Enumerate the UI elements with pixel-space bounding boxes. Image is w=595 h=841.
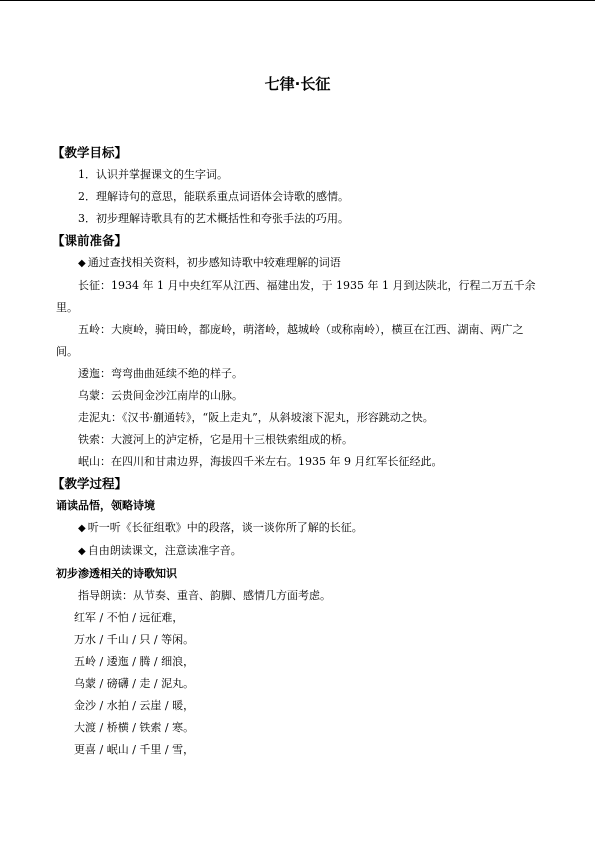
vocab-entry: 铁索：大渡河上的泸定桥，它是用十三根铁索组成的桥。 (78, 433, 353, 446)
goal-item: 2．理解诗句的意思，能联系重点词语体会诗歌的感情。 (78, 190, 349, 203)
process-bullet-text: 听一听《长征组歌》中的段落，谈一谈你所了解的长征。 (87, 521, 363, 534)
diamond-bullet-icon: ◆ (78, 258, 86, 269)
preparation-intro (56, 252, 544, 275)
goal-item: 3．初步理解诗歌具有的艺术概括性和夸张手法的巧用。 (78, 212, 349, 225)
process-bullet (56, 517, 544, 540)
preparation-intro-text: 通过查找相关资料，初步感知诗歌中较难理解的词语 (87, 256, 341, 269)
subheading-poetry-knowledge: 初步渗透相关的诗歌知识 (56, 567, 177, 580)
vocab-entry: 五岭：大庾岭，骑田岭，都庞岭，萌渚岭，越城岭（或称南岭），横亘在江西、湖南、两广之间。 (56, 323, 524, 358)
vocab-entry: 乌蒙：云贵间金沙江南岸的山脉。 (78, 389, 243, 402)
diamond-bullet-icon: ◆ (78, 523, 86, 534)
vocab-entry: 长征：1934 年 1 月中央红军从江西、福建出发，于 1935 年 1 月到达陕北，行程二万五千余里。 (56, 279, 536, 314)
page-title: 七律·长征 (264, 75, 331, 93)
poem-line: 红军 / 不怕 / 远征难， (74, 611, 184, 624)
subheading-recitation: 诵读品悟，领略诗境 (56, 499, 155, 512)
vocab-entry: 岷山：在四川和甘肃边界，海拔四千米左右。1935 年 9 月红军长征经此。 (78, 455, 443, 468)
poem-line: 乌蒙 / 磅礴 / 走 / 泥丸。 (74, 677, 195, 690)
section-heading-goals: 【教学目标】 (52, 145, 128, 160)
document-body (52, 142, 544, 761)
section-heading-preparation: 【课前准备】 (52, 233, 128, 248)
diamond-bullet-icon: ◆ (78, 546, 86, 557)
vocab-entry: 走泥丸：《汉书·蒯通转》，“阪上走丸”，从斜坡滚下泥丸，形容跳动之快。 (78, 411, 434, 424)
process-bullet (56, 540, 544, 563)
poem-line: 更喜 / 岷山 / 千里 / 雪， (74, 743, 195, 756)
poem-line: 万水 / 千山 / 只 / 等闲。 (74, 633, 195, 646)
section-heading-process: 【教学过程】 (52, 476, 128, 491)
header-rule (0, 0, 595, 1)
poem-line: 金沙 / 水拍 / 云崖 / 暖， (74, 699, 195, 712)
vocab-entry: 逶迤：弯弯曲曲延续不绝的样子。 (78, 367, 243, 380)
reading-guide: 指导朗读：从节奏、重音、韵脚、感情几方面考虑。 (78, 589, 331, 602)
process-bullet-text: 自由朗读课文，注意读准字音。 (87, 544, 242, 557)
poem-line: 大渡 / 桥横 / 铁索 / 寒。 (74, 721, 195, 734)
goal-item: 1．认识并掌握课文的生字词。 (78, 168, 228, 181)
poem-line: 五岭 / 逶迤 / 腾 / 细浪， (74, 655, 195, 668)
